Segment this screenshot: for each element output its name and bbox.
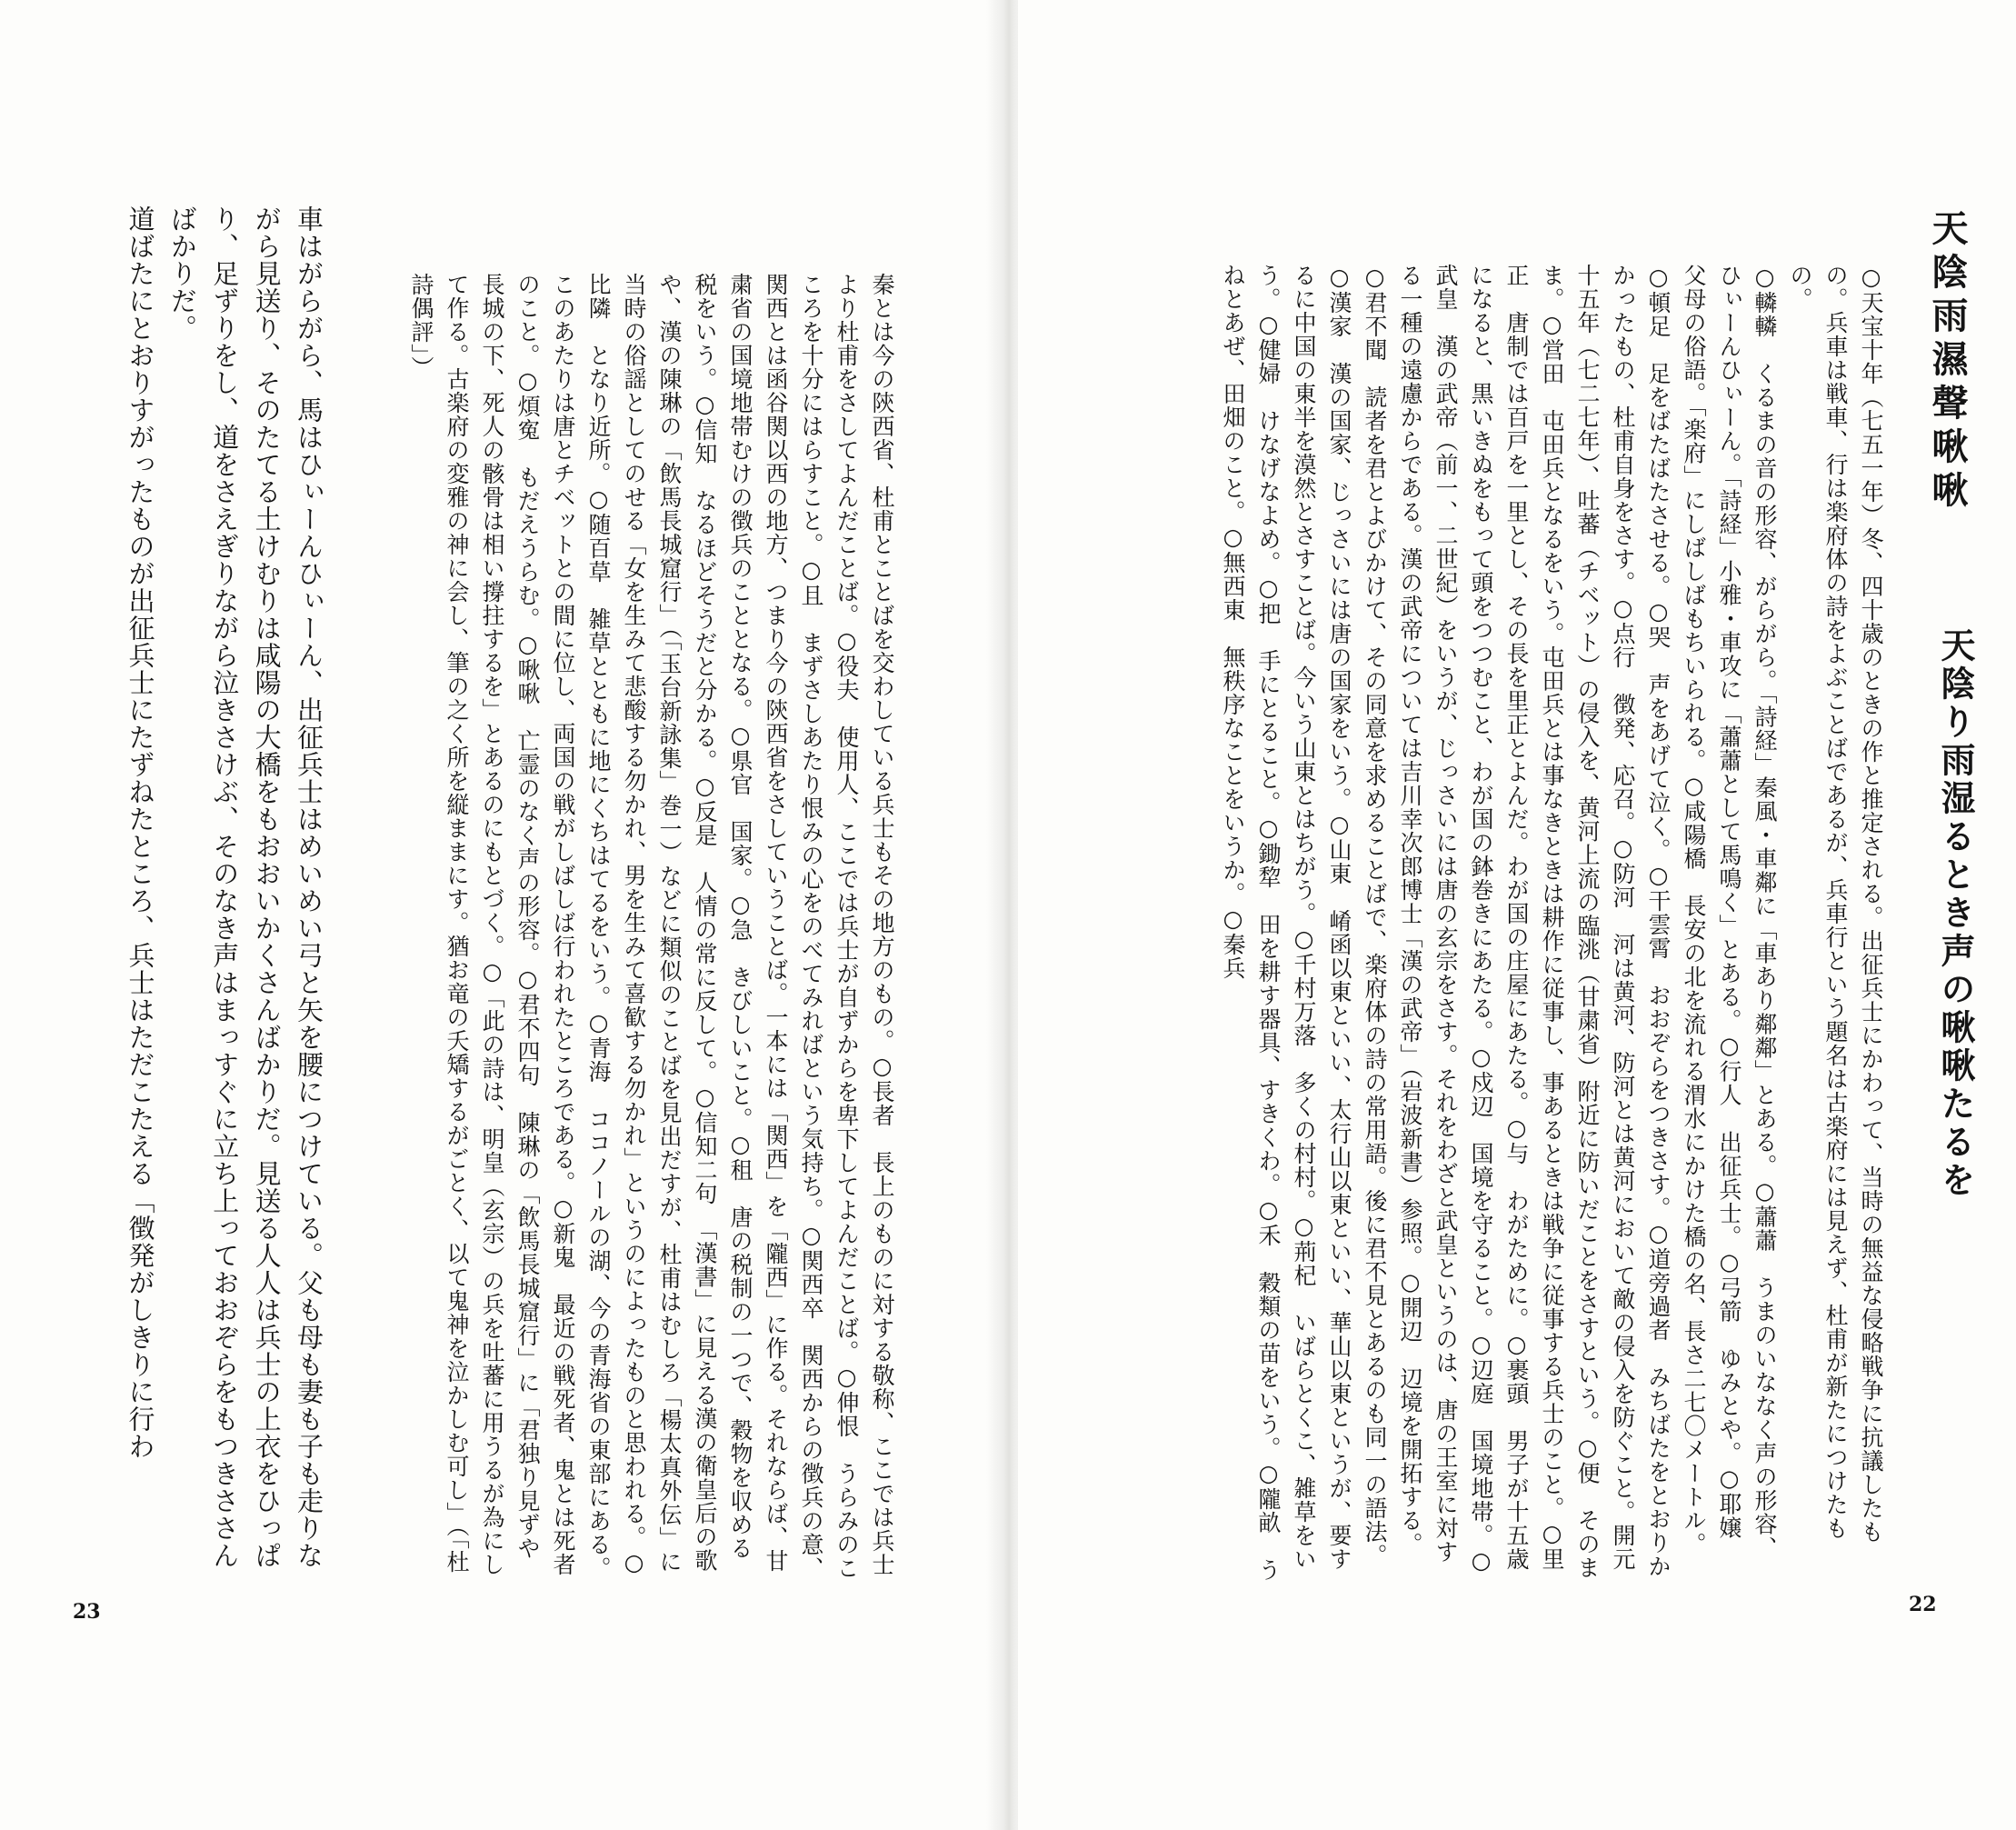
poem-line-reading: 天陰り雨湿るとき声の啾啾たるを <box>1935 627 1976 1200</box>
poem-line-title: 天陰雨濕聲啾啾 <box>1926 209 1969 515</box>
page-number: 23 <box>73 1600 101 1624</box>
annotation-notes: 秦とは今の陝西省、杜甫とことばを交わしている兵士もその地方のもの。○長者 長上のものに対する敬称、ここでは兵士より杜甫をさしてよんだことば。○役夫 使用人、ここでは兵士が自ずからを卑下してよんだことば。○伸恨 うらみのこころを十分にはらすこと。○且 まずさしあたり恨みの心をのべてみればという気持ち。○関西卒 関西からの徴兵の意、関西とは函谷関以西の地方、つまり今の陝西省をさしていうことば。一本には「関西」を「隴西」に作る。それならば、甘粛省の国境地帯むけの徴兵のこととなる。○県官 国家。○急 きびしいこと。○租 唐の税制の一つで、穀物を収める税をいう。○信知 なるほどそうだと分かる。○反是 人情の常に反して。○信知二句 「漢書」に見える漢の衛皇后の歌や、漢の陳琳の「飲馬長城窟行」（「玉台新詠集」巻一）などに類似のことばを見出だすが、杜甫はむしろ「楊太真外伝」に当時の俗謡としてのせる「女を生みて悲酸する勿かれ、男を生みて喜歓する勿かれ」というのによったものと思われる。○比隣 となり近所。○随百草 雑草とともに地にくちはてるをいう。○青海 ココノールの湖、今の青海省の東部にある。このあたりは唐とチベットとの間に位し、両国の戦がしばしば行われたところである。○新鬼 最近の戦死者、鬼とは死者のこと。○煩寃 もだえうらむ。○啾啾 亡霊のなく声の形容。○君不四句 陳琳の「飲馬長城窟行」に「君独り見ずや長城の下、死人の骸骨は相い撐拄するを」とあるのにもとづく。○「此の詩は、明皇（玄宗）の兵を吐蕃に用うるが為にして作る。古楽府の変雅の神に会し、筆の之く所を縦ままにす。猶お竜の夭矯するがごとく、以て鬼神を泣かしむ可し」（「杜詩偶評」） <box>408 273 895 1580</box>
left-page <box>0 0 998 1830</box>
annotation-notes: ○天宝十年（七五一年）冬、四十歳のときの作と推定される。出征兵士にかわって、当時の無益な侵略戦争に抗議したもの。兵車は戦車、行は楽府体の詩をよぶことばであるが、兵車行という題名は古楽府には見えず、杜甫が新たにつけたもの。 ○轔轔 くるまの音の形容、がらがら。「詩経」秦風・車鄰に「車あり鄰鄰」とある。○蕭蕭 うまのいななく声の形容、ひぃーんひぃーん。「詩経」小雅・車攻に「蕭蕭として馬鳴く」とある。○行人 出征兵士。○弓箭 ゆみとや。○耶嬢 父母の俗語。「楽府」にしばしばもちいられる。○咸陽橋 長安の北を流れる渭水にかけた橋の名、長さ二七〇メートル。○頓足 足をばたばたさせる。○哭 声をあげて泣く。○干雲霄 おおぞらをつきさす。○道旁過者 みちばたをとおりかかったもの、杜甫自身をさす。○点行 徴発、応召。○防河 河は黄河、防河とは黄河において敵の侵入を防ぐこと。開元十五年（七二七年）、吐蕃（チベット）の侵入を、黄河上流の臨洮（甘粛省）附近に防いだことをさすという。○便 そのまま。○営田 屯田兵となるをいう。屯田兵とは事なきときは耕作に従事し、事あるときは戦争に従事する兵士のこと。○里正 唐制では百戸を一里とし、その長を里正とよんだ。わが国の庄屋にあたる。○与 わがために。○裹頭 男子が十五歳になると、黒いきぬをもって頭をつつむこと、わが国の鉢巻きにあたる。○戍辺 国境を守ること。○辺庭 国境地帯。○武皇 漢の武帝（前一、二世紀）をいうが、じっさいには唐の玄宗をさす。それをわざと武皇というのは、唐の王室に対する一種の遠慮からである。漢の武帝については吉川幸次郎博士「漢の武帝」（岩波新書）参照。○開辺 辺境を開拓する。○君不聞 読者を君とよびかけて、その同意を求めることばで、楽府体の詩の常用語。後に君不見とあるのも同一の語法。○漢家 漢の国家、じっさいには唐の国家をいう。○山東 崤函以東といい、太行山以東といい、華山以東というが、要するに中国の東半を漠然とさすことば。今いう山東とはちがう。○千村万落 多くの村村。○荊杞 いばらとくこ、雑草をいう。○健婦 けなげなよめ。○把 手にとること。○鋤犂 田を耕す器具、すきくわ。○禾 穀類の苗をいう。○隴畝 うねとあぜ、田畑のこと。○無西東 無秩序なことをいうか。○秦兵 <box>1220 264 1884 1582</box>
right-page <box>1018 0 2016 1830</box>
translation-text: 車はがらがら、馬はひぃーんひぃーん、出征兵士はめいめい弓と矢を腰につけている。父も母も妻も子も走りながら見送り、そのたてる土けむりは咸陽の大橋をもおおいかくさんばかりだ。見送る人人は兵士の上衣をひっぱり、足ずりをし、道をさえぎりながら泣きさけぶ、そのなき声はまっすぐに立ち上っておおぞらをもつきささんばかりだ。 道ばたにとおりすがったものが出征兵士にたずねたところ、兵士はただこたえる「徴発がしきりに行わ <box>125 205 324 1569</box>
page-number: 22 <box>1909 1593 1937 1616</box>
